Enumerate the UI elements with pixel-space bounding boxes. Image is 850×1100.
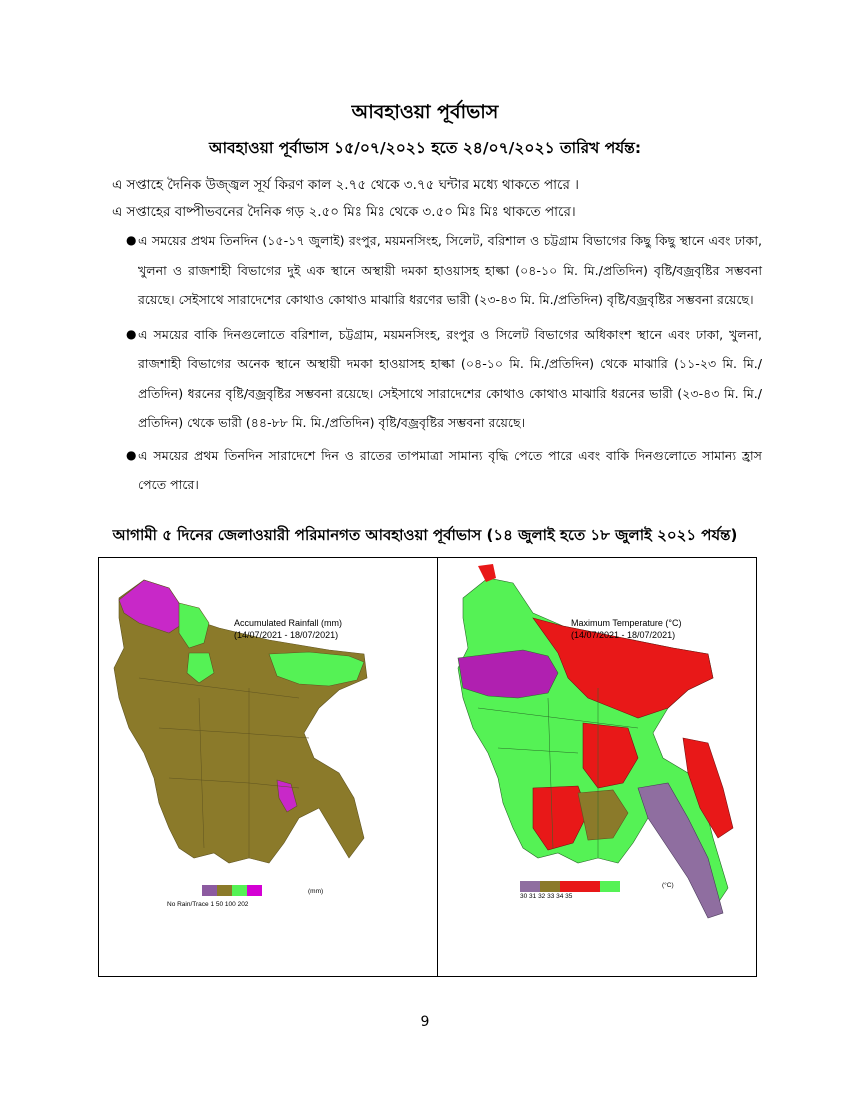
rainfall-legend-ticks: No Rain/Trace 1 50 100 202 — [167, 901, 249, 908]
sunshine-line: এ সপ্তাহে দৈনিক উজ্জ্বল সূর্য কিরণ কাল ২.৭৫ থেকে ৩.৭৫ ঘন্টার মধ্যে থাকতে পারে । — [112, 177, 579, 193]
rainfall-map-period: (14/07/2021 - 18/07/2021) — [234, 630, 339, 640]
list-item — [112, 226, 762, 315]
bullet-icon: ● — [126, 447, 137, 462]
page-number: 9 — [420, 1014, 430, 1030]
rainfall-map-panel — [99, 558, 437, 976]
maps-table — [98, 557, 757, 977]
temperature-map-title: Maximum Temperature (°C) — [571, 618, 682, 628]
bullet-icon: ● — [126, 233, 137, 247]
forecast-subtitle: আবহাওয়া পূর্বাভাস ১৫/০৭/২০২১ হতে ২৪/০৭/২০২১ তারিখ পর্যন্ত: — [208, 139, 642, 157]
list-item — [112, 441, 762, 500]
legend-swatch — [202, 885, 217, 896]
legend-swatch — [540, 881, 560, 892]
legend-swatch — [520, 881, 540, 892]
legend-swatch — [217, 885, 232, 896]
temperature-legend-ticks: 30 31 32 33 34 35 — [520, 893, 573, 900]
forecast-bullet-list — [112, 226, 762, 500]
legend-swatch — [600, 881, 620, 892]
page-title: আবহাওয়া পূর্বাভাস — [351, 101, 499, 123]
temperature-map-panel — [438, 558, 756, 976]
bullet-text: এ সময়ের প্রথম তিনদিন সারাদেশে দিন ও রাতের তাপমাত্রা সামান্য বৃদ্ধি পেতে পারে এবং বাকি দিনগুলোতে সামান্য হ্রাস পেতে পারে। — [138, 447, 762, 492]
temperature-map-period: (14/07/2021 - 18/07/2021) — [571, 630, 676, 640]
evaporation-line: এ সপ্তাহের বাষ্পীভবনের দৈনিক গড় ২.৫০ মিঃ মিঃ থেকে ৩.৫০ মিঃ মিঃ থাকতে পারে। — [112, 204, 576, 220]
legend-swatch — [560, 881, 580, 892]
list-item — [112, 320, 762, 438]
legend-swatch — [232, 885, 247, 896]
bullet-text: এ সময়ের প্রথম তিনদিন (১৫-১৭ জুলাই) রংপুর, ময়মনসিংহ, সিলেট, বরিশাল ও চট্টগ্রাম বিভাগের কিছু কিছু স্থানে এবং ঢাকা, খুলনা ও রাজশাহী বিভাগের দুই এক স্থানে অস্থায়ী দমকা হাওয়াসহ হাল্কা (০৪-১০ মি. মি./প্রতিদিন) বৃষ্টি/বজ্রবৃষ্টির সম্ভবনা রয়েছে। সেইসাথে সারাদেশের কোথাও কোথাও মাঝারি ধরণের ভারী (২৩-৪৩ মি. মি./প্রতিদিন) বৃষ্টি/বজ্রবৃষ্টির সম্ভবনা রয়েছে। — [138, 233, 762, 307]
bullet-icon: ● — [126, 326, 137, 341]
legend-swatch — [580, 881, 600, 892]
bullet-text: এ সময়ের বাকি দিনগুলোতে বরিশাল, চট্টগ্রাম, ময়মনসিংহ, রংপুর ও সিলেট বিভাগের অধিকাংশ স্থানে এবং ঢাকা, খুলনা, রাজশাহী বিভাগের অনেক স্থানে অস্থায়ী দমকা হাওয়াসহ হাল্কা (০৪-১০ মি. মি./প্রতিদিন) থেকে মাঝারি (১১-২৩ মি. মি./প্রতিদিন) ধরনের বৃষ্টি/বজ্রবৃষ্টির সম্ভবনা রয়েছে। সেইসাথে সারাদেশের কোথাও কোথাও মাঝারি ধরনের ভারী (২৩-৪৩ মি. মি./প্রতিদিন) থেকে ভারী (৪৪-৮৮ মি. মি./প্রতিদিন) বৃষ্টি/বজ্রবৃষ্টির সম্ভবনা রয়েছে। — [138, 326, 762, 430]
maps-section-title: আগামী ৫ দিনের জেলাওয়ারী পরিমানগত আবহাওয়া পূর্বাভাস (১৪ জুলাই হতে ১৮ জুলাই ২০২১ পর্যন্ত) — [112, 526, 738, 544]
temperature-legend-unit: (°C) — [662, 882, 674, 889]
rainfall-map-title: Accumulated Rainfall (mm) — [234, 618, 343, 628]
rainfall-legend-unit: (mm) — [308, 888, 324, 895]
legend-swatch — [247, 885, 262, 896]
